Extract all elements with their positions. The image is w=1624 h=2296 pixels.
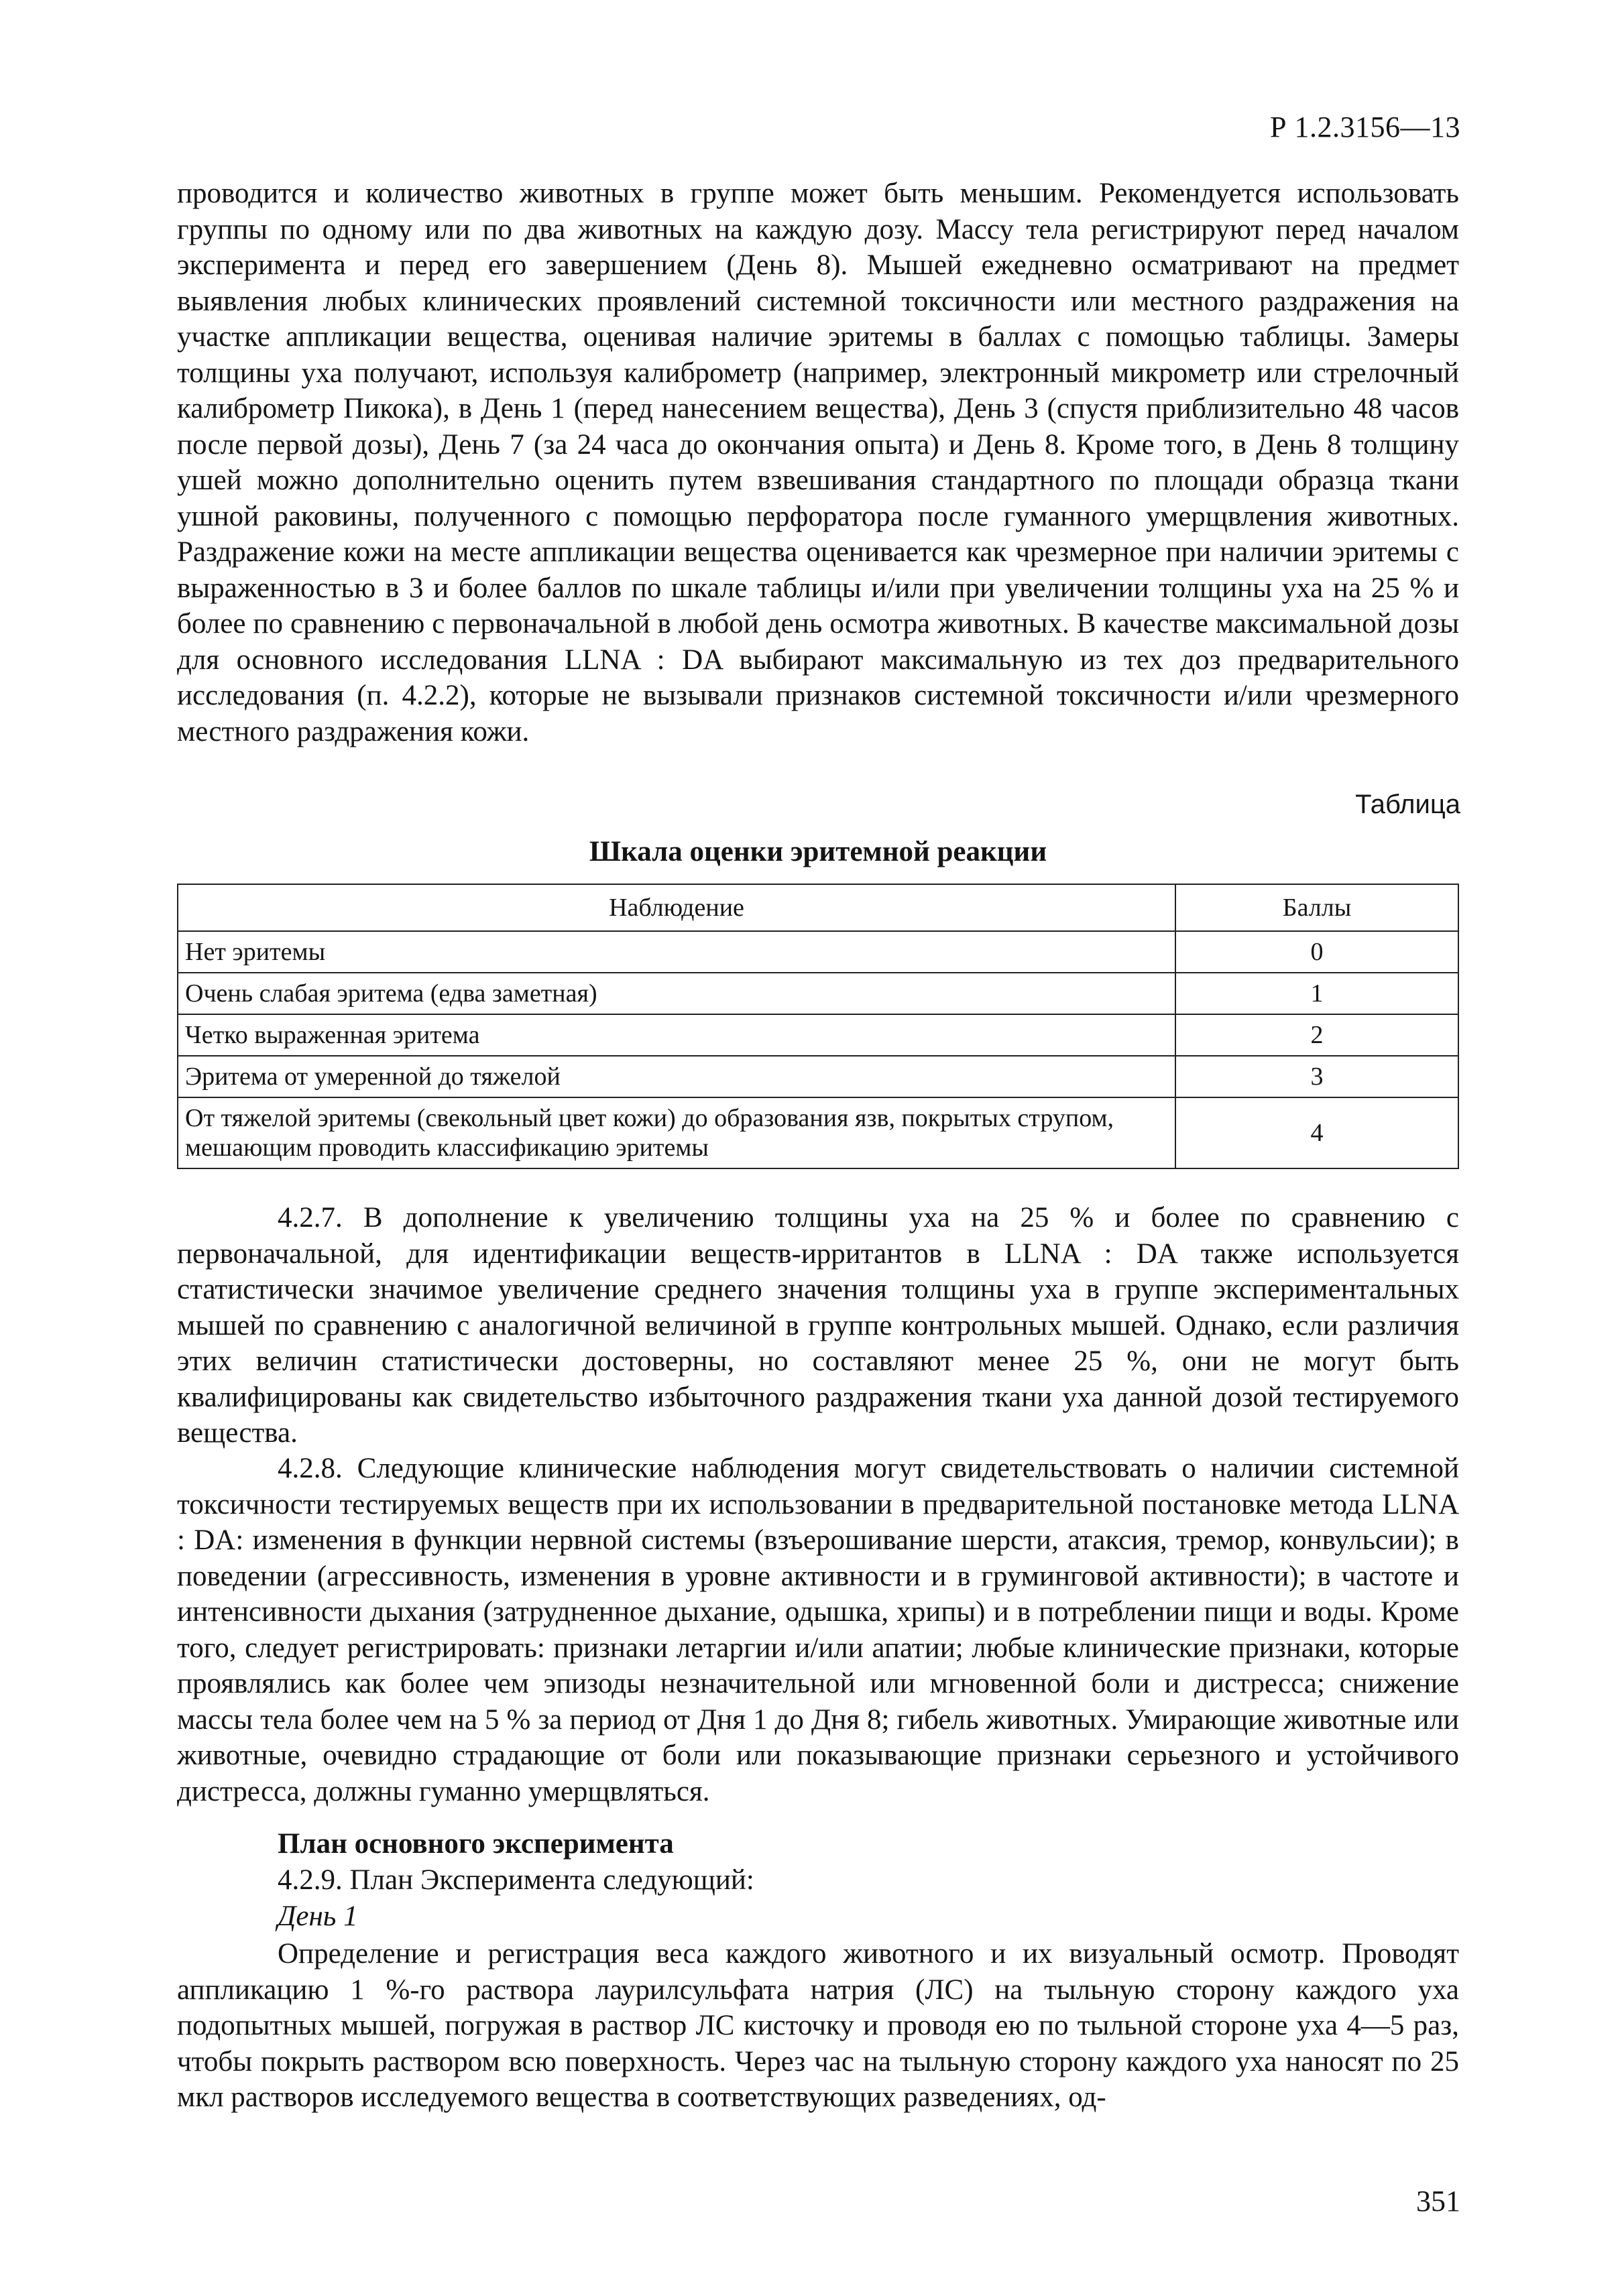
header-points: Баллы	[1175, 884, 1458, 931]
paragraph-4-2-8: 4.2.8. Следующие клинические наблюдения могут свидетельствовать о наличии системной токсичности тестируемых веществ при их использовании в предварительной постановке метода LLNA : DA: изменения в функции нервной системы (взъерошивание шерсти, атаксия, тремор, конвульсии); в поведении (агрессивность, изменения в уровне активности и в груминговой активности); в частоте и интенсивности дыхания (затрудненное дыхание, одышка, хрипы) и в потреблении пищи и воды. Кроме того, следует регистрировать: признаки летаргии и/или апатии; любые клинические признаки, которые проявлялись как более чем эпизоды незначительной или мгновенной боли и дистресса; снижение массы тела более чем на 5 % за период от Дня 1 до Дня 8; гибель животных. Умирающие животные или животные, очевидно страдающие от боли или показывающие признаки серьезного и устойчивого дистресса, должны гуманно умерщвляться.	[177, 1453, 1459, 1807]
table-header-row	[178, 884, 1458, 931]
paragraph-intro: проводится и количество животных в группе может быть меньшим. Рекомендуется использовать группы по одному или по два животных на каждую дозу. Массу тела регистрируют перед началом эксперимента и перед его завершением (День 8). Мышей ежедневно осматривают на предмет выявления любых клинических проявлений системной токсичности или местного раздражения на участке аппликации вещества, оценивая наличие эритемы в баллах с помощью таблицы. Замеры толщины уха получают, используя калиброметр (например, электронный микрометр или стрелочный калиброметр Пикока), в День 1 (перед нанесением вещества), День 3 (спустя приблизительно 48 часов после первой дозы), День 7 (за 24 часа до окончания опыта) и День 8. Кроме того, в День 8 толщину ушей можно дополнительно оценить путем взвешивания стандартного по площади образца ткани ушной раковины, полученного с помощью перфоратора после гуманного умерщвления животных. Раздражение кожи на месте аппликации вещества оценивается как чрезмерное при наличии эритемы с выраженностью в 3 и более баллов по шкале таблицы и/или при увеличении толщины уха на 25 % и более по сравнению с первоначальной в любой день осмотра животных. В качестве максимальной дозы для основного исследования LLNA : DA выбирают максимальную из тех доз предварительного исследования (п. 4.2.2), которые не вызывали признаков системной токсичности и/или чрезмерного местного раздражения кожи.	[177, 178, 1459, 747]
table-label: Таблица	[1355, 790, 1460, 819]
row-observation: Очень слабая эритема (едва заметная)	[178, 973, 1175, 1014]
row-points: 4	[1175, 1097, 1458, 1168]
paragraph-4-2-9: 4.2.9. План Эксперимента следующий:	[278, 1864, 754, 1896]
row-points: 3	[1175, 1056, 1458, 1097]
table-row	[178, 973, 1458, 1014]
header-observation: Наблюдение	[178, 884, 1175, 931]
table-title: Шкала оценки эритемной реакции	[589, 836, 1047, 867]
row-points: 0	[1175, 931, 1458, 973]
table-row	[178, 1056, 1458, 1097]
day-heading: День 1	[278, 1900, 358, 1932]
erythema-scale-table	[177, 884, 1459, 1169]
row-points: 1	[1175, 973, 1458, 1014]
row-observation: От тяжелой эритемы (свекольный цвет кожи) до образования язв, покрытых струпом, мешающим проводить классификацию эритемы	[178, 1097, 1175, 1168]
row-observation: Эритема от умеренной до тяжелой	[178, 1056, 1175, 1097]
table-row	[178, 1014, 1458, 1056]
document-code: Р 1.2.3156—13	[1270, 111, 1460, 143]
row-observation: Нет эритемы	[178, 931, 1175, 973]
paragraph-day-1: Определение и регистрация веса каждого животного и их визуальный осмотр. Проводят аппликацию 1 %-го раствора лаурилсульфата натрия (ЛС) на тыльную сторону каждого уха подопытных мышей, погружая в раствор ЛС кисточку и проводя ею по тыльной стороне уха 4—5 раз, чтобы покрыть раствором всю поверхность. Через час на тыльную сторону каждого уха наносят по 25 мкл растворов исследуемого вещества в соответствующих разведениях, од-	[177, 1938, 1459, 2113]
row-points: 2	[1175, 1014, 1458, 1056]
paragraph-4-2-7: 4.2.7. В дополнение к увеличению толщины уха на 25 % и более по сравнению с первоначальной, для идентификации веществ-ирритантов в LLNA : DA также используется статистически значимое увеличение среднего значения толщины уха в группе экспериментальных мышей по сравнению с аналогичной величиной в группе контрольных мышей. Однако, если различия этих величин статистически достоверны, но составляют менее 25 %, они не могут быть квалифицированы как свидетельство избыточного раздражения ткани уха данной дозой тестируемого вещества.	[177, 1202, 1459, 1449]
table-row	[178, 931, 1458, 973]
row-observation: Четко выраженная эритема	[178, 1014, 1175, 1056]
section-heading: План основного эксперимента	[278, 1828, 674, 1860]
page-number: 351	[1416, 2185, 1460, 2218]
table-row	[178, 1097, 1458, 1168]
